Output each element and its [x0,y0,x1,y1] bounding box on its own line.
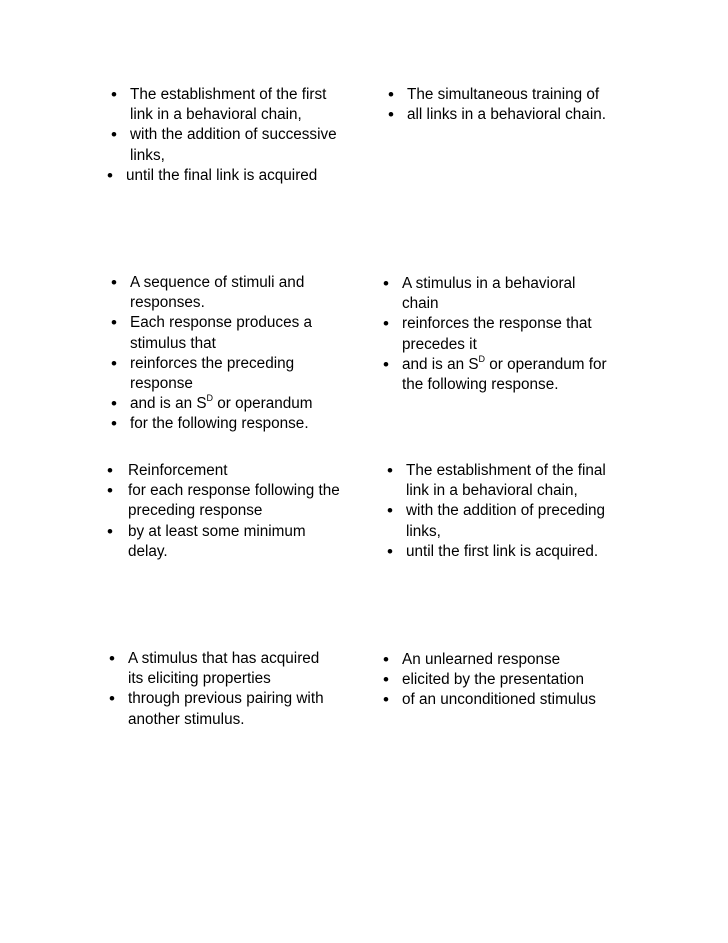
bullet-icon: • [111,414,117,434]
bullet-item: • Each response produces a stimulus that [111,313,312,352]
bullet-item: • with the addition of successive links, [111,125,337,164]
bullet-item: • An unlearned response [383,650,561,669]
bullet-icon: • [111,85,117,104]
bullet-icon: • [107,165,113,185]
bullet-list [108,85,337,186]
bullet-item: • with the addition of preceding links, [387,501,605,540]
bullet-icon: • [109,649,115,668]
flashcard-4 [380,274,607,395]
flashcard-1 [108,85,337,186]
bullet-icon: • [387,501,393,521]
bullet-item: • reinforces the response that precedes it [383,314,592,353]
bullet-icon: • [388,105,394,125]
bullet-icon: • [383,354,389,374]
bullet-icon: • [107,521,113,541]
bullet-item: • until the first link is acquired. [387,541,599,561]
bullet-item: • by at least some minimum delay. [107,521,306,560]
bullet-item: • and is an $S^D$ or operandum [111,393,313,414]
bullet-item: • through previous pairing with another stimulus. [109,689,324,728]
flashcard-7 [106,649,324,730]
bullet-item: • A stimulus that has acquired its eliciting properties [109,649,320,688]
bullet-list [106,649,324,730]
flashcard-3 [108,273,313,435]
bullet-icon: • [107,461,113,480]
flashcard-5 [104,461,340,562]
flashcard-8 [380,650,596,711]
bullet-list [380,650,596,711]
bullet-icon: • [109,689,115,709]
bullet-list [108,273,313,435]
bullet-list [380,274,607,395]
bullet-item: • The establishment of the final link in a behavioral chain, [387,461,606,500]
bullet-icon: • [111,353,117,373]
bullet-icon: • [383,274,389,293]
bullet-item: • for each response following the preceding response [107,481,340,520]
bullet-item: • A sequence of stimuli and responses. [111,273,305,312]
superscript: D [478,353,486,364]
bullet-item: • The establishment of the first link in a behavioral chain, [111,85,327,124]
bullet-icon: • [111,125,117,145]
bullet-icon: • [387,541,393,561]
flashcard-2 [385,85,606,125]
bullet-item: • The simultaneous training of [388,85,600,104]
bullet-icon: • [383,650,389,669]
bullet-item: • until the final link is acquired [107,165,318,185]
bullet-item: • of an unconditioned stimulus [383,690,596,710]
bullet-icon: • [388,85,394,104]
bullet-list [384,461,606,562]
bullet-icon: • [387,461,393,480]
bullet-item: • Reinforcement [107,461,228,480]
bullet-list [104,461,340,562]
bullet-item: • reinforces the preceding response [111,353,295,393]
superscript: D [206,393,214,404]
bullet-icon: • [383,314,389,334]
bullet-icon: • [111,313,117,333]
bullet-item: • elicited by the presentation [383,670,584,690]
bullet-item: • for the following response. [111,414,309,434]
flashcard-6 [384,461,606,562]
bullet-list [385,85,606,125]
bullet-icon: • [383,690,389,710]
bullet-icon: • [383,670,389,690]
bullet-item: • and is an $S^D$ or operandum for the following response. [383,353,607,394]
bullet-item: • all links in a behavioral chain. [388,105,606,125]
bullet-item: • A stimulus in a behavioral chain [383,274,576,313]
bullet-icon: • [111,273,117,292]
bullet-icon: • [107,481,113,501]
bullet-icon: • [111,394,117,414]
